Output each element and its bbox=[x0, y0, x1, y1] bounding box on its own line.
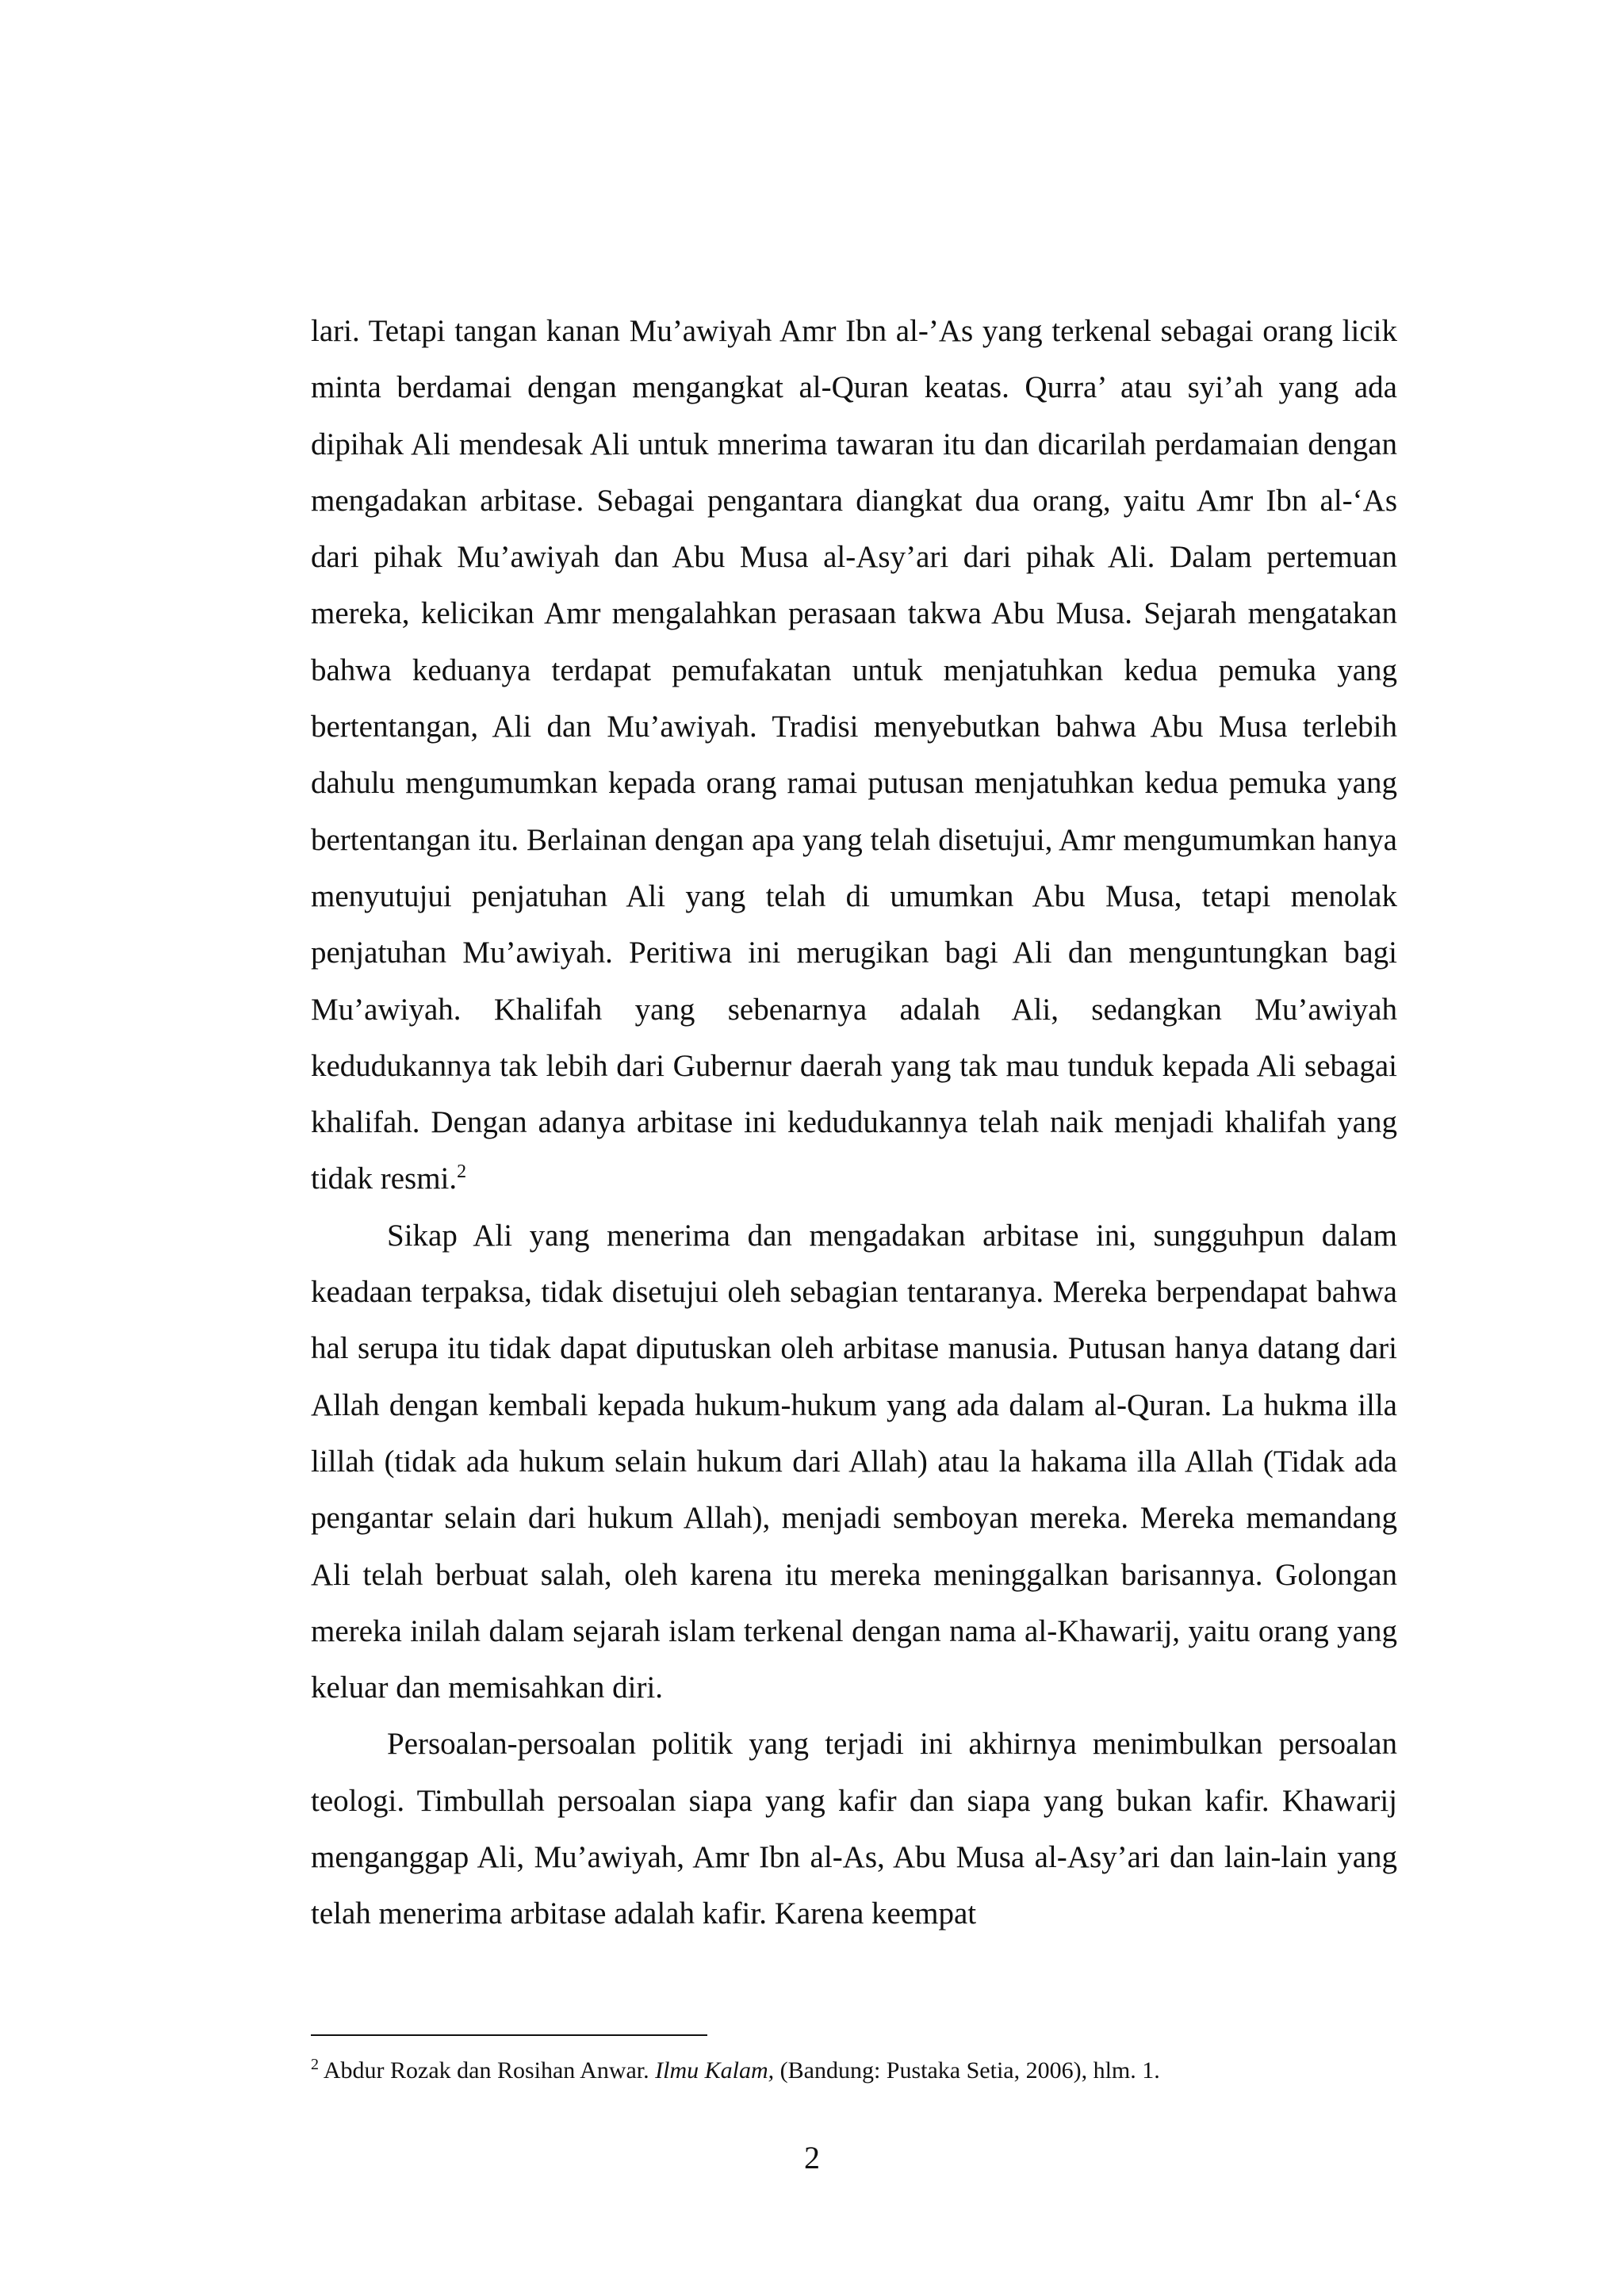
footnote-book-title: Ilmu Kalam, bbox=[655, 2057, 775, 2084]
footnote-authors: Abdur Rozak dan Rosihan Anwar. bbox=[323, 2057, 649, 2084]
paragraph-1-text: lari. Tetapi tangan kanan Mu’awiyah Amr Ibn al-’As yang terkenal sebagai orang licik minta berdamai dengan mengangkat al-Quran keatas. Qurra’ atau syi’ah yang ada dipihak Ali mendesak Ali untuk mnerima tawaran itu dan dicarilah perdamaian dengan mengadakan arbitase. Sebagai pengantara diangkat dua orang, yaitu Amr Ibn al-‘As dari pihak Mu’awiyah dan Abu Musa al-Asy’ari dari pihak Ali. Dalam pertemuan mereka, kelicikan Amr mengalahkan perasaan takwa Abu Musa. Sejarah mengatakan bahwa keduanya terdapat pemufakatan untuk menjatuhkan kedua pemuka yang bertentangan, Ali dan Mu’awiyah. Tradisi menyebutkan bahwa Abu Musa terlebih dahulu mengumumkan kepada orang ramai putusan menjatuhkan kedua pemuka yang bertentangan itu. Berlainan dengan apa yang telah disetujui, Amr mengumumkan hanya menyutujui penjatuhan Ali yang telah di umumkan Abu Musa, tetapi menolak penjatuhan Mu’awiyah. Peritiwa ini merugikan bagi Ali dan menguntungkan bagi Mu’awiyah. Khalifah yang sebenarnya adalah Ali, sedangkan Mu’awiyah kedudukannya tak lebih dari Gubernur daerah yang tak mau tunduk kepada Ali sebagai khalifah. Dengan adanya arbitase ini kedudukannya telah naik menjadi khalifah yang tidak resmi. bbox=[311, 314, 1397, 1196]
footnote-number: 2 bbox=[311, 2056, 319, 2073]
footnote-divider bbox=[311, 2034, 707, 2036]
page-number: 2 bbox=[804, 2140, 820, 2175]
body-text bbox=[311, 303, 1397, 1942]
footnote-reference: 2 bbox=[457, 1161, 467, 1183]
paragraph-3: Persoalan-persoalan politik yang terjadi ini akhirnya menimbulkan persoalan teologi. Timbullah persoalan siapa yang kafir dan siapa yang bukan kafir. Khawarij menganggap Ali, Mu’awiyah, Amr Ibn al-As, Abu Musa al-Asy’ari dan lain-lain yang telah menerima arbitase adalah kafir. Karena keempat bbox=[311, 1727, 1397, 1931]
paragraph-2: Sikap Ali yang menerima dan mengadakan arbitase ini, sungguhpun dalam keadaan terpaksa, tidak disetujui oleh sebagian tentaranya. Mereka berpendapat bahwa hal serupa itu tidak dapat diputuskan oleh arbitase manusia. Putusan hanya datang dari Allah dengan kembali kepada hukum-hukum yang ada dalam al-Quran. La hukma illa lillah (tidak ada hukum selain hukum dari Allah) atau la hakama illa Allah (Tidak ada pengantar selain dari hukum Allah), menjadi semboyan mereka. Mereka memandang Ali telah berbuat salah, oleh karena itu mereka meninggalkan barisannya. Golongan mereka inilah dalam sejarah islam terkenal dengan nama al-Khawarij, yaitu orang yang keluar dan memisahkan diri. bbox=[311, 1218, 1397, 1705]
paragraph-1 bbox=[311, 303, 1397, 1207]
footnote bbox=[311, 2055, 1397, 2087]
footnote-publication: (Bandung: Pustaka Setia, 2006), hlm. 1. bbox=[779, 2057, 1160, 2084]
